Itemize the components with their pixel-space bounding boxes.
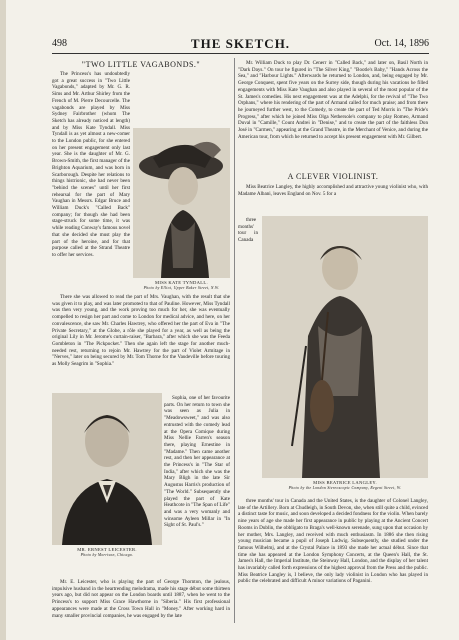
caption-beatrice-langley: MISS BEATRICE LANGLEY. Photo by the London Stereoscopic Company, Regent Street, W. <box>288 480 402 490</box>
photo-beatrice-langley <box>262 216 428 478</box>
article-text-vagabonds-part4: Mr. E. Leicester, who is playing the part of George Thornton, the jealous, impulsive husband in the heartrending melodrama, made his stage début some thirteen years ago, but did not appear on the London boards until 1887, when he went to the Princess's to support Miss Grace Hawthorne in "Siberia." His first professional appearances were made at the Cross Town Hall in "Money." After working hard in many smaller provincial companies, he was engaged by the late <box>52 579 230 619</box>
article-title-vagabonds: "TWO LITTLE VAGABONDS." <box>81 60 201 69</box>
article-text-continued: Mr. William Duck to play Dr. Cenerr in "Called Back," and later on, Basil North in "Dark Days." On tour he figured in "The Silver King," "Bootle's Baby," "Hands Across the Sea," and "Harbour Lights." Afterwards he returned to London, and, being engaged by Mr. George Conquest, spent five years on the Surrey side, though during his vacations he filled engagements with Miss Kate Vaughan and also played in several of the most popular of the St. James's comedies. His next engagement was at the Adelphi, for the revival of "The Two Orphans," where his rendering of the part of Armand called for much praise; and from there he journeyed further west, to the Comedy, to create the part of Ted Morris in "The Pride's Progress," after which he joined Miss Olga Nethersole's company to play Romeo, Armand Duval in "Camille," Count Andrei in "Denise," and to create the part of the faithless Don José in "Carmen," appearing at the Grand Theatre, in the Merchant of Venice, and during the American tour, from which he returned to accept his present engagement with Mr. Gilbert. <box>238 60 428 140</box>
article-text-vagabonds-part2: There she was allowed to read the part of Mrs. Vaughan, with the result that she was given it to play, and was later promoted to that of Pauline. However, Miss Tyndall was then very young, and the work proving too much for her, she was eventually compelled to resign her part and come to London for medical advice, and here, on her convalescence, she saw Mr. Charles Hawtrey, who offered her the part of Eva in "The Private Secretary," at the Globe, a rôle she played for a year, as well as being the original Lily in Mr. Jerome's curtain-raiser, "Barbara," after which she was the Feeda Gombleton in "The Pickpocket." Then she again left the stage for another much-needed rest, returning to rejoin Mr. Hawtrey for the part of Violet Armitage in "Nerves," later on being secured by Mr. Tom Thorne for the Vaudeville before touring as Molly Seagrim in "Sophia." <box>52 294 230 368</box>
caption-kate-tyndall: MISS KATE TYNDALL. Photo by Elliot, Upper Baker Street, N.W. <box>143 280 220 290</box>
article-text-violinist-intro: Miss Beatrice Langley, the highly accomplished and attractive young violinist who, with Madame Albani, leaves England on Nov. 5 for a <box>238 184 428 197</box>
page-number: 498 <box>52 38 67 49</box>
page-spine-shadow <box>0 0 6 640</box>
photo-kate-tyndall <box>133 128 230 278</box>
page-header <box>52 38 429 52</box>
caption-ernest-leicester: MR. ERNEST LEICESTER. Photo by Morrison, Chicago. <box>77 547 137 557</box>
article-title-violinist: A CLEVER VIOLINIST. <box>287 172 379 181</box>
article-text-violinist-strip: three months' tour in Canada <box>238 217 258 244</box>
header-rule <box>52 53 429 54</box>
photo-ernest-leicester <box>52 393 162 545</box>
column-divider <box>234 58 235 623</box>
issue-date: Oct. 14, 1896 <box>374 38 429 49</box>
article-text-violinist-body: three months' tour in Canada and the United States, is the daughter of Colonel Langley, late of the Artillery. Born at Chudleigh, in South Devon, she, when still quite a child, evinced a distinct taste for music, and soon developed a decided fondness for the violin. When barely nine years of age she made her first appearance in public by playing at the Ancient Concert Rooms in Dublin, the obbligato to Braga's well-known serenade, sung upon that occasion by her mother, Mrs. Langley, and received with much enthusiasm. In 1886 she then rising young musician became a pupil of Joseph Ludwig. Subsequently, she studied under the famous Wilhelmj, and at the Crystal Palace in 1893 she made her actual début. Since that time she has appeared at the London Symphony Concerts, at the Queen's Hall, the St. James's Hall, the Imperial Institute, the Steinway Hall, London, and the display of her talent has invariably called forth expressions of the highest approval from the Press and the public. Miss Beatrice Langley is, I believe, the only lady violinist in London who has played in public the celebrated and difficult A minor variations of Paganini. <box>238 498 428 585</box>
article-text-vagabonds-part1: The Princess's has undoubtedly got a great success in "Two Little Vagabonds," adapted by Mr. G. R. Sims and Mr. Arthur Shirley from the French of M. Pierre Decourcelle. The vagabonds are played by Miss Sydney Fairbrother (whom The Sketch has already noticed at length) and by Miss Kate Tyndall. Miss Tyndall is as yet almost a new-comer to the London public, for she entered on her present engagement only last year. She is the daughter of Mr. G. Brown-Smith, the first manager of the Brighton Aquarium, and was born in Scarborough. Despite her relations to things histrionic, she had never been "behind the scenes" until her first rehearsal for the part of Mary Vaughan in Messrs. Edgar Bruce and William Duck's "Called Back" company; for though she had been stage-struck for some time, it was while reading Conway's famous novel that she decided she must play the part of the heroine, and for that purpose called at the Strand Theatre to offer her services. <box>52 71 130 258</box>
masthead: THE SKETCH. <box>190 36 291 51</box>
article-text-vagabonds-part3: Sophia, one of her favourite parts. On her return to town she was seen as Julia in "Meadowsweet," and was also entrusted with the comedy lead at the Opera Comique during Miss Nellie Farren's season there, playing Ernestine in "Madame." Then came another rest, and then her appearance at the Princess's in "The Star of India," after which she was the Mary Bligh in the late Sir Augustus Harris's production of "The World." Subsequently she played the part of Kate Heathcote in "The Span of Life" and was a very womanly and winsome Ayleen Millar in "In Sight of St. Paul's." <box>164 395 230 529</box>
